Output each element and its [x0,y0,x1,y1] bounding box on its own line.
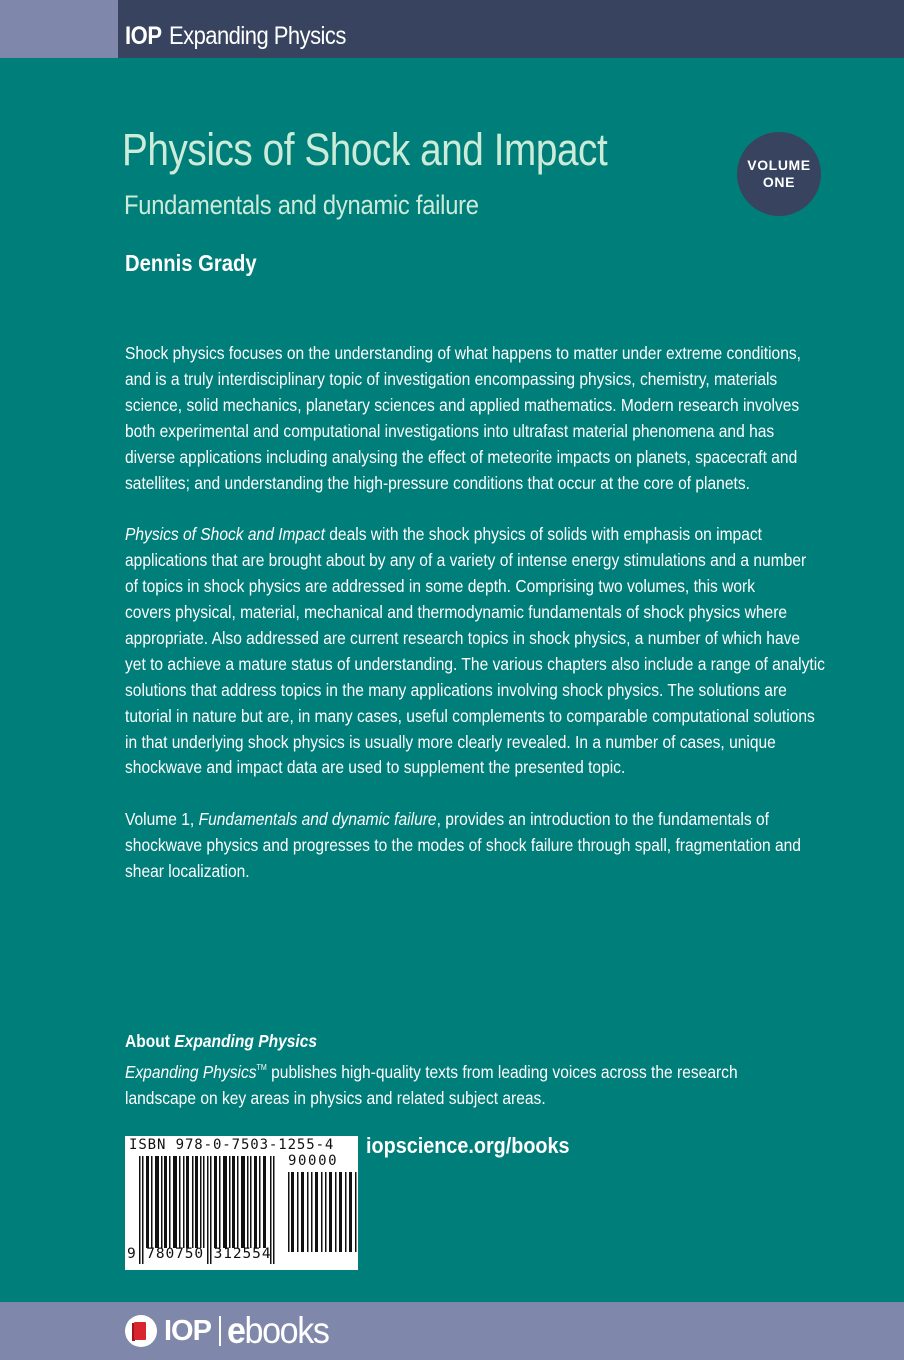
book-title-italic: Physics of Shock and Impact [125,524,325,545]
about-text-line-1: Expanding Physics™ publishes high-quality texts from leading voices across the research [125,1061,738,1082]
about-text-line-2: landscape on key areas in physics and related subject areas. [125,1087,546,1108]
book-description [125,341,885,911]
book-subtitle: Fundamentals and dynamic failure [124,190,479,220]
iop-mark: IOP [125,22,162,50]
volume-title-italic: Fundamentals and dynamic failure [198,809,437,830]
isbn-barcode [125,1136,358,1270]
series-logo [125,22,346,51]
header-left-block [0,0,118,58]
price-addon-digits: 90000 [288,1153,339,1169]
footer-bar [0,1302,904,1360]
website-link[interactable]: iopscience.org/books [366,1133,570,1158]
trademark-symbol: TM [256,1062,267,1072]
about-heading: About Expanding Physics [125,1031,318,1051]
book-title: Physics of Shock and Impact [122,124,608,175]
ean-digits: 9 780750 312554 [127,1246,272,1262]
description-paragraph-3: Volume 1, Fundamentals and dynamic failure, provides an introduction to the fundamentals of shockwave physics and progresses to the modes of shock failure through spall, fragmentation and shear localization. [125,809,801,882]
book-icon [125,1315,157,1347]
footer-iop-mark: IOP [164,1314,211,1347]
volume-label: VOLUME [747,157,811,173]
series-name: Expanding Physics [168,22,346,50]
description-paragraph-2: Physics of Shock and Impact deals with the shock physics of solids with emphasis on impact applications that are brought about by any of a variety of intense energy stimulations and a number of topics in shock physics are addressed in some depth. Comprising two volumes, this work covers physical, material, mechanical and thermodynamic fundamentals of shock physics where appropriate. Also addressed are current research topics in shock physics, a number of which have yet to achieve a mature status of understanding. The various chapters also include a range of analytic solutions that address topics in the many applications involving shock physics. The solutions are tutorial in nature but are, in many cases, useful complements to comparable computational solutions in that underlying shock physics is usually more clearly revealed. In a number of cases, unique shockwave and impact data are used to supplement the presented topic. [125,524,825,778]
footer-ebooks-wordmark: ebooks [226,1310,329,1351]
volume-number: ONE [762,174,796,190]
isbn-label: ISBN 978-0-7503-1255-4 [129,1137,335,1153]
iop-ebooks-logo [125,1311,337,1351]
about-series [125,1029,825,1112]
series-header-bar [0,0,904,58]
description-paragraph-1: Shock physics focuses on the understanding of what happens to matter under extreme conditions, and is a truly interdisciplinary topic of investigation encompassing physics, chemistry, materials science, solid mechanics, planetary sciences and applied mathematics. Modern research involves both experimental and computational investigations into ultrafast material phenomena and has diverse applications including analysing the effect of meteorite impacts on planets, spacecraft and satellites; and understanding the high-pressure conditions that occur at the core of planets. [125,343,801,493]
author-name: Dennis Grady [125,250,257,276]
addon-barcode-bars-icon [288,1172,362,1252]
volume-badge [737,132,821,216]
footer-divider [219,1316,221,1346]
